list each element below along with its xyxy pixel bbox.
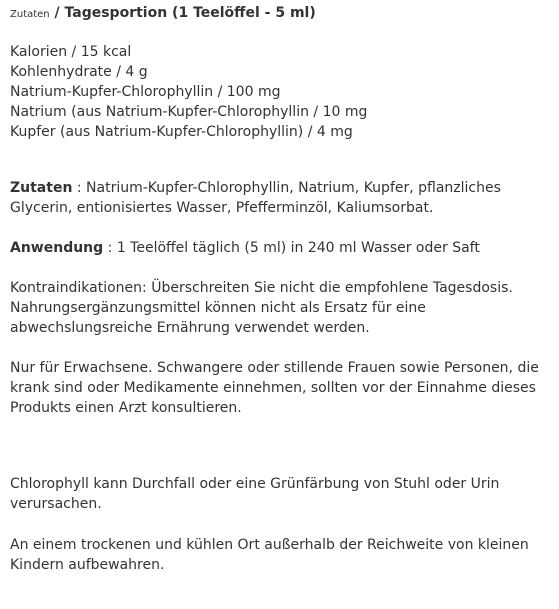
contraindications-line: Kontraindikationen: Überschreiten Sie nicht die empfohlene Tagesdosis. [10,280,513,296]
side-effects-paragraph [10,474,545,514]
ingredients-text-line2: Glycerin, entionisiertes Wasser, Pfefferminzöl, Kaliumsorbat. [10,200,434,216]
contraindications-line: Nahrungsergänzungsmittel können nicht als Ersatz für eine [10,300,426,316]
adults-only-paragraph [10,358,545,418]
side-effects-line: verursachen. [10,496,102,512]
header-serving-title: / Tagesportion (1 Teelöffel - 5 ml) [49,5,316,21]
storage-paragraph [10,535,545,575]
side-effects-line: Chlorophyll kann Durchfall oder eine Grünfärbung von Stuhl oder Urin [10,476,500,492]
ingredients-label: Zutaten [10,180,73,196]
nutrition-calories: Kalorien / 15 kcal [10,44,132,60]
adults-only-line: Produkts einen Arzt konsultieren. [10,400,242,416]
nutrition-sodium: Natrium (aus Natrium-Kupfer-Chlorophyllin / 10 mg [10,104,368,120]
storage-line: Kindern aufbewahren. [10,557,165,573]
header-ingredients-label: Zutaten [10,9,50,20]
adults-only-line: Nur für Erwachsene. Schwangere oder stillende Frauen sowie Personen, die [10,360,539,376]
nutrition-chlorophyllin: Natrium-Kupfer-Chlorophyllin / 100 mg [10,84,281,100]
ingredients-paragraph [10,178,545,218]
adults-only-line: krank sind oder Medikamente einnehmen, sollten vor der Einnahme dieses [10,380,536,396]
contraindications-paragraph [10,278,545,338]
nutrition-list [10,42,545,142]
ingredients-text-line1: Natrium-Kupfer-Chlorophyllin, Natrium, Kupfer, pflanzliches [86,180,501,196]
serving-header [10,2,316,21]
ingredients-separator: : [72,180,87,196]
usage-label: Anwendung [10,240,104,256]
usage-text: 1 Teelöffel täglich (5 ml) in 240 ml Wasser oder Saft [116,240,480,256]
nutrition-copper: Kupfer (aus Natrium-Kupfer-Chlorophyllin) / 4 mg [10,124,353,140]
contraindications-line: abwechslungsreiche Ernährung verwendet werden. [10,320,370,336]
storage-line: An einem trockenen und kühlen Ort außerhalb der Reichweite von kleinen [10,537,529,553]
usage-paragraph [10,238,545,258]
usage-separator: : [103,240,117,256]
nutrition-carbohydrates: Kohlenhydrate / 4 g [10,64,148,80]
